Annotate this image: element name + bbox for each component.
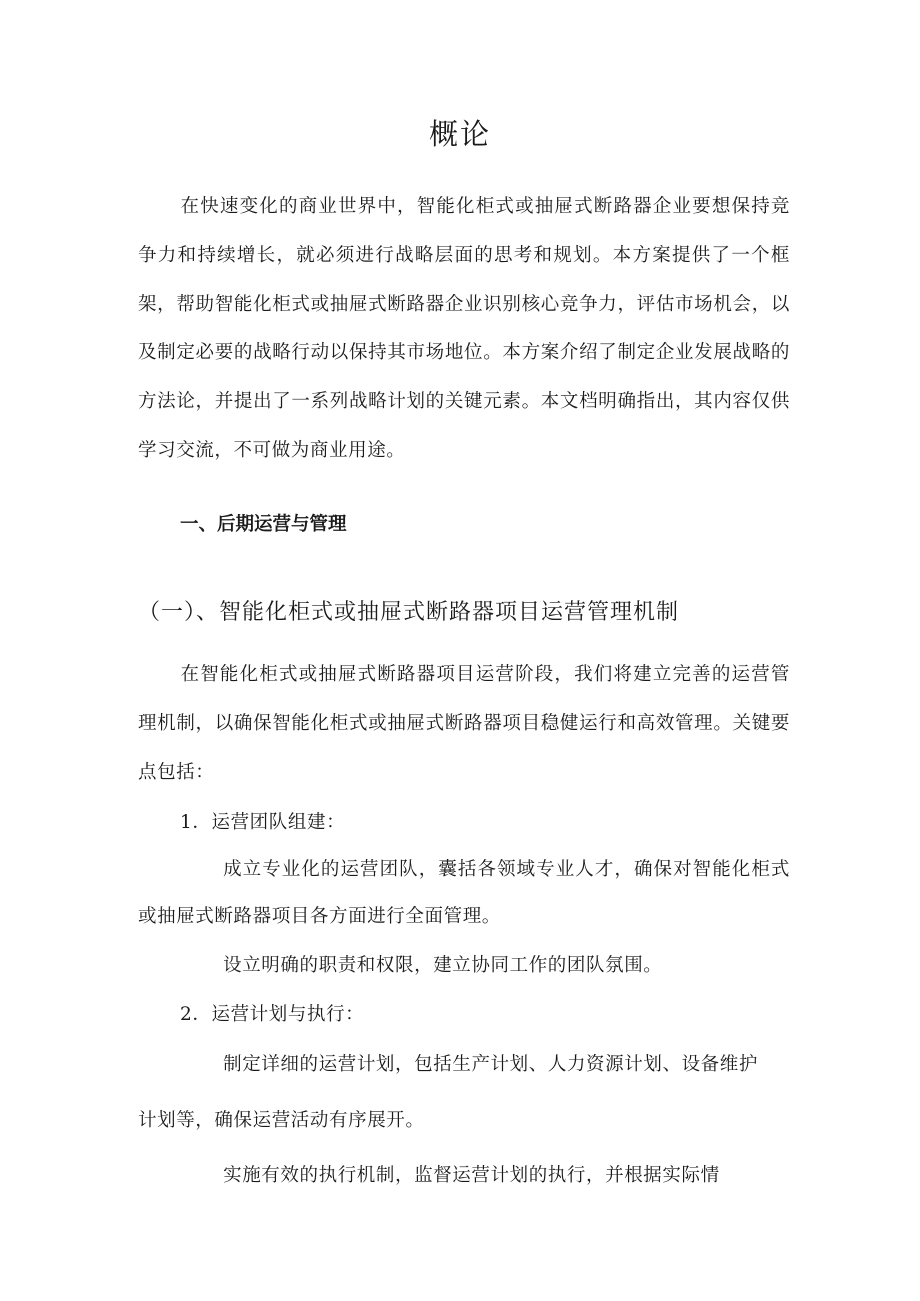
list-item-heading: 1．运营团队组建： [180,812,346,833]
list-item-heading: 2．运营计划与执行： [180,1004,365,1025]
list-item-point: 设立明确的职责和权限，建立协同工作的团队氛围。 [223,955,663,976]
intro-paragraph: 在快速变化的商业世界中，智能化柜式或抽屉式断路器企业要想保持竞争力和持续增长，就必须进行战略层面的思考和规划。本方案提供了一个框架，帮助智能化柜式或抽屉式断路器企业识别核心竞争力，评估市场机会，以及制定必要的战略行动以保持其市场地位。本方案介绍了制定企业发展战略的方法论，并提出了一系列战略计划的关键元素。本文档明确指出，其内容仅供学习交流，不可做为商业用途。 [138,196,790,461]
mechanism-paragraph: 在智能化柜式或抽屉式断路器项目运营阶段，我们将建立完善的运营管理机制，以确保智能化柜式或抽屉式断路器项目稳健运行和高效管理。关键要点包括： [138,664,790,783]
list-item-point: 成立专业化的运营团队，囊括各领域专业人才，确保对智能化柜式或抽屉式断路器项目各方面进行全面管理。 [138,859,790,927]
list-item-point: 实施有效的执行机制，监督运营计划的执行，并根据实际情 [223,1165,720,1186]
page-title: 概论 [428,117,491,151]
subsection-heading: （一）、智能化柜式或抽屉式断路器项目运营管理机制 [138,600,680,625]
list-item-point: 制定详细的运营计划，包括生产计划、人力资源计划、设备维护计划等，确保运营活动有序展开。 [138,1054,758,1131]
section-heading: 一、后期运营与管理 [180,514,347,535]
